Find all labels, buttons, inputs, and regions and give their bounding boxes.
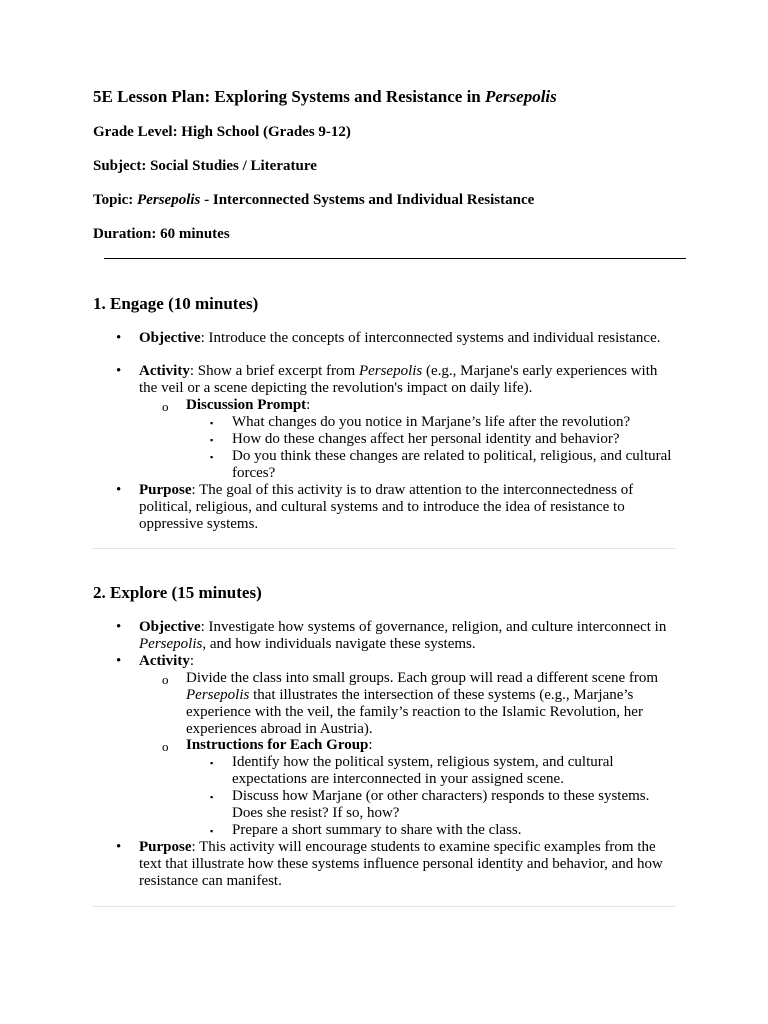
section-divider — [93, 548, 675, 549]
purpose-text: : This activity will encourage students to examine specific examples from the text that illustrate how these systems influence personal identity and behavior, and how resistance can manifest. — [139, 839, 663, 889]
instruction-item: Prepare a short summary to share with the class. — [232, 822, 522, 838]
lesson-title — [93, 87, 557, 107]
divide-text-rest: that illustrates the intersection of these systems (e.g., Marjane’s experience with the veil, the family’s reaction to the Islamic Revolution, her experiences abroad in Austria). — [186, 687, 643, 737]
list-bullet: o — [162, 399, 169, 414]
subject: Subject: Social Studies / Literature — [93, 158, 317, 174]
activity-text: : Show a brief excerpt from — [189, 363, 359, 379]
list-bullet: o — [162, 672, 169, 687]
activity-book: Persepolis — [358, 363, 423, 379]
objective-text: : Investigate how systems of governance, religion, and culture interconnect in — [200, 619, 667, 635]
instruction-item: Discuss how Marjane (or other characters) responds to these systems. Does she resist? If so, how? — [232, 788, 650, 821]
discussion-prompt — [186, 397, 676, 414]
list-bullet: • — [116, 363, 122, 379]
section-divider — [93, 906, 675, 907]
list-bullet: ▪ — [210, 452, 214, 462]
explore-purpose — [139, 839, 679, 890]
activity-colon: : — [189, 653, 194, 669]
objective-book: Persepolis — [139, 636, 203, 652]
list-bullet: ▪ — [210, 418, 214, 428]
list-bullet: ▪ — [210, 826, 214, 836]
discussion-colon: : — [306, 397, 311, 413]
objective-label: Objective — [139, 330, 201, 346]
objective-label: Objective — [139, 619, 201, 635]
divide-book: Persepolis — [186, 687, 250, 703]
activity-label: Activity — [139, 653, 190, 669]
grade-level: Grade Level: High School (Grades 9-12) — [93, 124, 351, 140]
divide-text: Divide the class into small groups. Each group will read a different scene from — [186, 670, 659, 686]
list-bullet: ▪ — [210, 758, 214, 768]
activity-label: Activity — [139, 363, 190, 379]
engage-objective — [139, 330, 679, 347]
list-bullet: o — [162, 739, 169, 754]
group-instructions — [186, 737, 676, 754]
list-bullet: ▪ — [210, 435, 214, 445]
purpose-text: : The goal of this activity is to draw attention to the interconnectedness of political, religious, and cultural systems and to introduce the idea of resistance to oppressive systems. — [139, 482, 634, 532]
engage-purpose — [139, 482, 679, 533]
instructions-label: Instructions for Each Group — [186, 737, 369, 753]
activity-text-rest: (e.g., Marjane's early experiences with the veil or a scene depicting the revolution's impact on daily life). — [139, 363, 658, 396]
horizontal-rule — [104, 258, 686, 259]
instruction-item: Identify how the political system, religious system, and cultural expectations are interconnected in your assigned scene. — [232, 754, 614, 787]
explore-objective — [139, 619, 679, 653]
list-bullet: • — [116, 619, 122, 635]
engage-heading: 1. Engage (10 minutes) — [93, 294, 259, 313]
topic-book: Persepolis — [137, 192, 201, 208]
instructions-colon: : — [368, 737, 373, 753]
lesson-title-text: 5E Lesson Plan: Exploring Systems and Resistance in — [93, 87, 485, 106]
topic — [93, 192, 534, 209]
list-bullet: • — [116, 653, 122, 669]
topic-rest: - Interconnected Systems and Individual Resistance — [200, 192, 535, 208]
discussion-question: Do you think these changes are related to political, religious, and cultural forces? — [232, 448, 672, 481]
objective-text-rest: , and how individuals navigate these systems. — [202, 636, 476, 652]
explore-activity — [139, 653, 679, 670]
objective-text: : Introduce the concepts of interconnected systems and individual resistance. — [200, 330, 661, 346]
purpose-label: Purpose — [139, 482, 192, 498]
list-bullet: • — [116, 482, 122, 498]
lesson-title-book: Persepolis — [485, 87, 557, 106]
discussion-question: What changes do you notice in Marjane’s life after the revolution? — [232, 414, 631, 430]
engage-activity — [139, 363, 679, 397]
purpose-label: Purpose — [139, 839, 192, 855]
divide-groups — [186, 670, 676, 738]
discussion-question: How do these changes affect her personal identity and behavior? — [232, 431, 620, 447]
list-bullet: • — [116, 330, 122, 346]
duration: Duration: 60 minutes — [93, 226, 230, 242]
discussion-label: Discussion Prompt — [186, 397, 307, 413]
list-bullet: • — [116, 839, 122, 855]
topic-prefix: Topic: — [93, 192, 138, 208]
list-bullet: ▪ — [210, 792, 214, 802]
explore-heading: 2. Explore (15 minutes) — [93, 583, 262, 602]
